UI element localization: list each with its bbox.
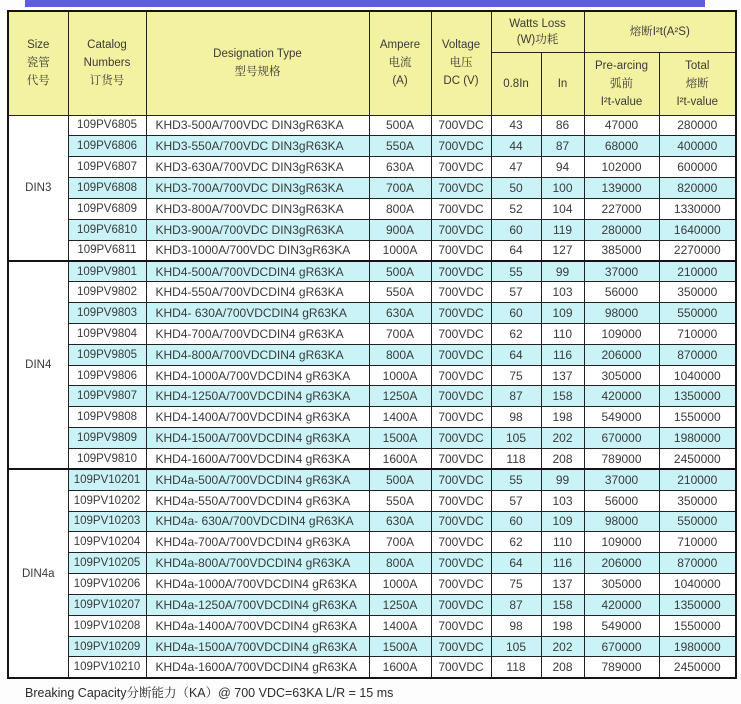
fuse-spec-table	[7, 10, 737, 679]
ampere-cell: 1500A	[369, 636, 431, 657]
prearcing-cell: 280000	[584, 219, 659, 240]
voltage-cell: 700VDC	[431, 407, 491, 428]
table-row	[8, 532, 736, 553]
table-row	[8, 449, 736, 470]
ampere-cell: 630A	[369, 157, 431, 178]
watts-08in-cell: 75	[491, 574, 541, 595]
watts-in-cell: 109	[541, 511, 584, 532]
voltage-cell: 700VDC	[431, 136, 491, 157]
table-row	[8, 428, 736, 449]
watts-in-cell: 86	[541, 115, 584, 136]
watts-08in-cell: 75	[491, 365, 541, 386]
voltage-cell: 700VDC	[431, 574, 491, 595]
watts-in-cell: 99	[541, 469, 584, 490]
watts-08in-cell: 57	[491, 490, 541, 511]
designation-cell: KHD4a-1000A/700VDCDIN4 gR63KA	[146, 574, 369, 595]
table-row	[8, 240, 736, 261]
prearcing-cell: 549000	[584, 615, 659, 636]
voltage-cell: 700VDC	[431, 198, 491, 219]
table-row	[8, 344, 736, 365]
catalog-cell: 109PV6809	[68, 198, 146, 219]
prearcing-cell: 139000	[584, 178, 659, 199]
table-header	[8, 11, 736, 115]
watts-08in-cell: 44	[491, 136, 541, 157]
watts-08in-cell: 62	[491, 323, 541, 344]
catalog-cell: 109PV6805	[68, 115, 146, 136]
ampere-cell: 630A	[369, 511, 431, 532]
table-row	[8, 178, 736, 199]
catalog-cell: 109PV10208	[68, 615, 146, 636]
watts-in-cell: 202	[541, 636, 584, 657]
ampere-cell: 1250A	[369, 594, 431, 615]
voltage-cell: 700VDC	[431, 157, 491, 178]
watts-in-cell: 103	[541, 282, 584, 303]
table-row	[8, 303, 736, 324]
ampere-cell: 1400A	[369, 407, 431, 428]
table-row	[8, 261, 736, 282]
table-row	[8, 615, 736, 636]
watts-08in-cell: 105	[491, 428, 541, 449]
prearcing-cell: 670000	[584, 636, 659, 657]
total-i2t-cell: 550000	[659, 511, 736, 532]
total-i2t-cell: 710000	[659, 323, 736, 344]
prearcing-cell: 305000	[584, 574, 659, 595]
total-i2t-cell: 210000	[659, 261, 736, 282]
total-i2t-cell: 600000	[659, 157, 736, 178]
designation-cell: KHD4- 630A/700VDCDIN4 gR63KA	[146, 303, 369, 324]
watts-in-cell: 110	[541, 532, 584, 553]
catalog-cell: 109PV9808	[68, 407, 146, 428]
catalog-cell: 109PV6811	[68, 240, 146, 261]
watts-08in-cell: 43	[491, 115, 541, 136]
watts-08in-cell: 64	[491, 344, 541, 365]
designation-cell: KHD4-1600A/700VDCDIN4 gR63KA	[146, 449, 369, 470]
table-row	[8, 219, 736, 240]
size-group-label: DIN4	[8, 261, 68, 469]
table-row	[8, 511, 736, 532]
catalog-cell: 109PV6808	[68, 178, 146, 199]
table-row	[8, 115, 736, 136]
prearcing-cell: 37000	[584, 261, 659, 282]
designation-cell: KHD4a-550A/700VDCDIN4 gR63KA	[146, 490, 369, 511]
total-i2t-cell: 400000	[659, 136, 736, 157]
ampere-cell: 800A	[369, 344, 431, 365]
total-i2t-cell: 2270000	[659, 240, 736, 261]
watts-08in-cell: 64	[491, 240, 541, 261]
prearcing-cell: 549000	[584, 407, 659, 428]
watts-in-cell: 158	[541, 594, 584, 615]
table-row	[8, 198, 736, 219]
catalog-cell: 109PV9803	[68, 303, 146, 324]
col-header-designation: Designation Type 型号规格	[146, 11, 369, 115]
total-i2t-cell: 350000	[659, 282, 736, 303]
catalog-cell: 109PV10210	[68, 657, 146, 678]
designation-cell: KHD3-800A/700VDC DIN3gR63KA	[146, 198, 369, 219]
prearcing-cell: 109000	[584, 323, 659, 344]
catalog-cell: 109PV10201	[68, 469, 146, 490]
prearcing-cell: 98000	[584, 303, 659, 324]
designation-cell: KHD4-1500A/700VDCDIN4 gR63KA	[146, 428, 369, 449]
designation-cell: KHD3-550A/700VDC DIN3gR63KA	[146, 136, 369, 157]
voltage-cell: 700VDC	[431, 636, 491, 657]
voltage-cell: 700VDC	[431, 532, 491, 553]
watts-08in-cell: 55	[491, 261, 541, 282]
voltage-cell: 700VDC	[431, 282, 491, 303]
voltage-cell: 700VDC	[431, 344, 491, 365]
watts-08in-cell: 87	[491, 386, 541, 407]
ampere-cell: 1250A	[369, 386, 431, 407]
catalog-cell: 109PV6807	[68, 157, 146, 178]
prearcing-cell: 206000	[584, 344, 659, 365]
total-i2t-cell: 1350000	[659, 386, 736, 407]
ampere-cell: 500A	[369, 115, 431, 136]
designation-cell: KHD4a-500A/700VDCDIN4 gR63KA	[146, 469, 369, 490]
prearcing-cell: 420000	[584, 386, 659, 407]
voltage-cell: 700VDC	[431, 511, 491, 532]
watts-in-cell: 127	[541, 240, 584, 261]
prearcing-cell: 68000	[584, 136, 659, 157]
total-i2t-cell: 350000	[659, 490, 736, 511]
watts-in-cell: 208	[541, 449, 584, 470]
catalog-cell: 109PV9805	[68, 344, 146, 365]
prearcing-cell: 56000	[584, 282, 659, 303]
designation-cell: KHD4a-700A/700VDCDIN4 gR63KA	[146, 532, 369, 553]
total-i2t-cell: 2450000	[659, 657, 736, 678]
table-row	[8, 323, 736, 344]
designation-cell: KHD4a-1600A/700VDCDIN4 gR63KA	[146, 657, 369, 678]
watts-in-cell: 119	[541, 219, 584, 240]
table-row	[8, 469, 736, 490]
watts-08in-cell: 118	[491, 449, 541, 470]
catalog-cell: 109PV9809	[68, 428, 146, 449]
total-i2t-cell: 820000	[659, 178, 736, 199]
watts-08in-cell: 64	[491, 553, 541, 574]
catalog-cell: 109PV10205	[68, 553, 146, 574]
watts-08in-cell: 98	[491, 615, 541, 636]
total-i2t-cell: 1980000	[659, 636, 736, 657]
voltage-cell: 700VDC	[431, 303, 491, 324]
ampere-cell: 550A	[369, 136, 431, 157]
ampere-cell: 1400A	[369, 615, 431, 636]
designation-cell: KHD4a-800A/700VDCDIN4 gR63KA	[146, 553, 369, 574]
watts-in-cell: 137	[541, 365, 584, 386]
col-header-i2t: 熔断I²t(A²S)	[584, 11, 736, 52]
watts-08in-cell: 55	[491, 469, 541, 490]
watts-in-cell: 208	[541, 657, 584, 678]
voltage-cell: 700VDC	[431, 386, 491, 407]
voltage-cell: 700VDC	[431, 240, 491, 261]
voltage-cell: 700VDC	[431, 615, 491, 636]
voltage-cell: 700VDC	[431, 449, 491, 470]
designation-cell: KHD3-1000A/700VDC DIN3gR63KA	[146, 240, 369, 261]
watts-in-cell: 198	[541, 407, 584, 428]
designation-cell: KHD4a- 630A/700VDCDIN4 gR63KA	[146, 511, 369, 532]
size-group-label: DIN3	[8, 115, 68, 261]
total-i2t-cell: 870000	[659, 344, 736, 365]
prearcing-cell: 206000	[584, 553, 659, 574]
top-divider-bar	[25, 0, 705, 7]
watts-in-cell: 104	[541, 198, 584, 219]
catalog-cell: 109PV9801	[68, 261, 146, 282]
catalog-cell: 109PV6806	[68, 136, 146, 157]
designation-cell: KHD4-800A/700VDCDIN4 gR63KA	[146, 344, 369, 365]
prearcing-cell: 420000	[584, 594, 659, 615]
watts-08in-cell: 87	[491, 594, 541, 615]
voltage-cell: 700VDC	[431, 178, 491, 199]
catalog-cell: 109PV6810	[68, 219, 146, 240]
prearcing-cell: 227000	[584, 198, 659, 219]
watts-in-cell: 87	[541, 136, 584, 157]
ampere-cell: 1000A	[369, 365, 431, 386]
ampere-cell: 900A	[369, 219, 431, 240]
col-header-total: Total 熔断 I²t-value	[659, 52, 736, 115]
ampere-cell: 500A	[369, 469, 431, 490]
watts-08in-cell: 47	[491, 157, 541, 178]
designation-cell: KHD4-700A/700VDCDIN4 gR63KA	[146, 323, 369, 344]
total-i2t-cell: 870000	[659, 553, 736, 574]
ampere-cell: 1000A	[369, 574, 431, 595]
table-row	[8, 594, 736, 615]
total-i2t-cell: 1040000	[659, 365, 736, 386]
catalog-cell: 109PV9806	[68, 365, 146, 386]
voltage-cell: 700VDC	[431, 594, 491, 615]
table-row	[8, 157, 736, 178]
col-header-ampere: Ampere 电流 (A)	[369, 11, 431, 115]
table-row	[8, 636, 736, 657]
watts-in-cell: 110	[541, 323, 584, 344]
watts-in-cell: 109	[541, 303, 584, 324]
table-row	[8, 574, 736, 595]
col-header-catalog: Catalog Numbers 订货号	[68, 11, 146, 115]
watts-in-cell: 103	[541, 490, 584, 511]
watts-in-cell: 100	[541, 178, 584, 199]
total-i2t-cell: 1040000	[659, 574, 736, 595]
designation-cell: KHD4-1250A/700VDCDIN4 gR63KA	[146, 386, 369, 407]
size-group-label: DIN4a	[8, 469, 68, 677]
table-row	[8, 386, 736, 407]
prearcing-cell: 789000	[584, 449, 659, 470]
watts-in-cell: 94	[541, 157, 584, 178]
ampere-cell: 800A	[369, 198, 431, 219]
table-row	[8, 490, 736, 511]
prearcing-cell: 102000	[584, 157, 659, 178]
prearcing-cell: 789000	[584, 657, 659, 678]
table-row	[8, 365, 736, 386]
col-header-watts-loss: Watts Loss (W)功耗	[491, 11, 584, 52]
designation-cell: KHD3-500A/700VDC DIN3gR63KA	[146, 115, 369, 136]
ampere-cell: 1000A	[369, 240, 431, 261]
voltage-cell: 700VDC	[431, 490, 491, 511]
catalog-cell: 109PV9804	[68, 323, 146, 344]
prearcing-cell: 385000	[584, 240, 659, 261]
total-i2t-cell: 1350000	[659, 594, 736, 615]
ampere-cell: 700A	[369, 178, 431, 199]
catalog-cell: 109PV10209	[68, 636, 146, 657]
prearcing-cell: 109000	[584, 532, 659, 553]
total-i2t-cell: 1550000	[659, 615, 736, 636]
voltage-cell: 700VDC	[431, 219, 491, 240]
watts-08in-cell: 52	[491, 198, 541, 219]
total-i2t-cell: 550000	[659, 303, 736, 324]
total-i2t-cell: 1640000	[659, 219, 736, 240]
watts-in-cell: 116	[541, 553, 584, 574]
designation-cell: KHD3-900A/700VDC DIN3gR63KA	[146, 219, 369, 240]
ampere-cell: 1500A	[369, 428, 431, 449]
catalog-cell: 109PV9810	[68, 449, 146, 470]
ampere-cell: 800A	[369, 553, 431, 574]
col-header-watts-in: In	[541, 52, 584, 115]
voltage-cell: 700VDC	[431, 553, 491, 574]
total-i2t-cell: 1980000	[659, 428, 736, 449]
designation-cell: KHD4a-1250A/700VDCDIN4 gR63KA	[146, 594, 369, 615]
prearcing-cell: 37000	[584, 469, 659, 490]
table-row	[8, 657, 736, 678]
table-row	[8, 282, 736, 303]
designation-cell: KHD3-700A/700VDC DIN3gR63KA	[146, 178, 369, 199]
col-header-size: Size 瓷管 代号	[8, 11, 68, 115]
designation-cell: KHD3-630A/700VDC DIN3gR63KA	[146, 157, 369, 178]
designation-cell: KHD4-1000A/700VDCDIN4 gR63KA	[146, 365, 369, 386]
ampere-cell: 1600A	[369, 449, 431, 470]
watts-08in-cell: 60	[491, 303, 541, 324]
total-i2t-cell: 1550000	[659, 407, 736, 428]
table-body	[8, 115, 736, 678]
catalog-cell: 109PV9807	[68, 386, 146, 407]
voltage-cell: 700VDC	[431, 428, 491, 449]
watts-08in-cell: 62	[491, 532, 541, 553]
total-i2t-cell: 710000	[659, 532, 736, 553]
total-i2t-cell: 280000	[659, 115, 736, 136]
prearcing-cell: 670000	[584, 428, 659, 449]
prearcing-cell: 56000	[584, 490, 659, 511]
col-header-prearcing: Pre-arcing 弧前 I²t-value	[584, 52, 659, 115]
watts-08in-cell: 60	[491, 219, 541, 240]
watts-in-cell: 158	[541, 386, 584, 407]
prearcing-cell: 47000	[584, 115, 659, 136]
catalog-cell: 109PV10204	[68, 532, 146, 553]
catalog-cell: 109PV10206	[68, 574, 146, 595]
table-row	[8, 407, 736, 428]
watts-08in-cell: 60	[491, 511, 541, 532]
watts-in-cell: 137	[541, 574, 584, 595]
footer-note: Breaking Capacity分断能力（KA）@ 700 VDC=63KA L/R = 15 ms	[25, 686, 394, 700]
ampere-cell: 630A	[369, 303, 431, 324]
watts-in-cell: 116	[541, 344, 584, 365]
voltage-cell: 700VDC	[431, 469, 491, 490]
voltage-cell: 700VDC	[431, 261, 491, 282]
ampere-cell: 700A	[369, 532, 431, 553]
designation-cell: KHD4-1400A/700VDCDIN4 gR63KA	[146, 407, 369, 428]
ampere-cell: 550A	[369, 282, 431, 303]
watts-08in-cell: 57	[491, 282, 541, 303]
ampere-cell: 1600A	[369, 657, 431, 678]
table-row	[8, 553, 736, 574]
watts-08in-cell: 118	[491, 657, 541, 678]
voltage-cell: 700VDC	[431, 323, 491, 344]
total-i2t-cell: 210000	[659, 469, 736, 490]
watts-in-cell: 198	[541, 615, 584, 636]
voltage-cell: 700VDC	[431, 365, 491, 386]
ampere-cell: 550A	[369, 490, 431, 511]
voltage-cell: 700VDC	[431, 657, 491, 678]
prearcing-cell: 305000	[584, 365, 659, 386]
total-i2t-cell: 2450000	[659, 449, 736, 470]
designation-cell: KHD4a-1400A/700VDCDIN4 gR63KA	[146, 615, 369, 636]
col-header-voltage: Voltage 电压 DC (V)	[431, 11, 491, 115]
ampere-cell: 500A	[369, 261, 431, 282]
designation-cell: KHD4a-1500A/700VDCDIN4 gR63KA	[146, 636, 369, 657]
voltage-cell: 700VDC	[431, 115, 491, 136]
designation-cell: KHD4-500A/700VDCDIN4 gR63KA	[146, 261, 369, 282]
watts-08in-cell: 98	[491, 407, 541, 428]
designation-cell: KHD4-550A/700VDCDIN4 gR63KA	[146, 282, 369, 303]
total-i2t-cell: 1330000	[659, 198, 736, 219]
watts-in-cell: 202	[541, 428, 584, 449]
prearcing-cell: 98000	[584, 511, 659, 532]
watts-08in-cell: 105	[491, 636, 541, 657]
catalog-cell: 109PV10207	[68, 594, 146, 615]
catalog-cell: 109PV9802	[68, 282, 146, 303]
watts-in-cell: 99	[541, 261, 584, 282]
catalog-cell: 109PV10203	[68, 511, 146, 532]
ampere-cell: 700A	[369, 323, 431, 344]
catalog-cell: 109PV10202	[68, 490, 146, 511]
watts-08in-cell: 50	[491, 178, 541, 199]
table-row	[8, 136, 736, 157]
col-header-watts-08in: 0.8In	[491, 52, 541, 115]
